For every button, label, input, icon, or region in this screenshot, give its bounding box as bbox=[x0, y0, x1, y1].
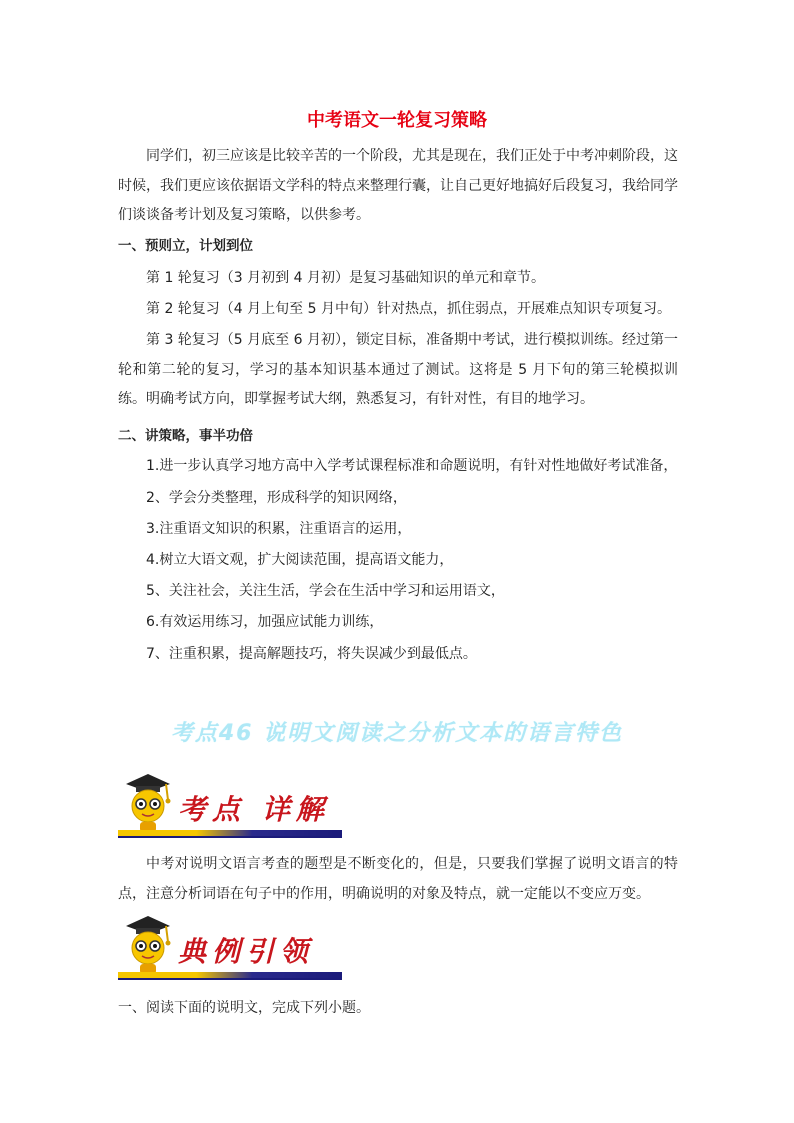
strategy-item: 2、学会分类整理，形成科学的知识网络， bbox=[146, 490, 407, 506]
banner-title: 典例引领 bbox=[178, 935, 315, 968]
scholar-mascot-icon bbox=[118, 770, 178, 834]
strategy-item: 1.进一步认真学习地方高中入学考试课程标准和命题说明，有针对性地做好考试准备， bbox=[146, 458, 678, 474]
round2-text: 第 2 轮复习（4 月上旬至 5 月中旬）针对热点，抓住弱点，开展难点知识专项复习。 bbox=[146, 301, 671, 317]
doc-title: 中考语文一轮复习策略 bbox=[307, 110, 487, 131]
round1-text: 第 1 轮复习（3 月初到 4 月初）是复习基础知识的单元和章节。 bbox=[146, 270, 545, 286]
scholar-mascot-icon bbox=[118, 912, 178, 976]
kaodian-title: 考点46 说明文阅读之分析文本的语言特色 bbox=[170, 721, 624, 746]
strategy-item: 5、关注社会，关注生活，学会在生活中学习和运用语文， bbox=[146, 583, 505, 599]
task-instruction: 一、阅读下面的说明文，完成下列小题。 bbox=[118, 1000, 370, 1016]
detail-paragraph: 中考对说明文语言考查的题型是不断变化的，但是，只要我们掌握了说明文语言的特点，注意分析词语在句子中的作用，明确说明的对象及特点，就一定能以不变应万变。 bbox=[118, 856, 678, 902]
banner-kaodian-xiangjie bbox=[118, 770, 348, 842]
round3-paragraph: 第 3 轮复习（5 月底至 6 月初），锁定目标，准备期中考试，进行模拟训练。经过第一轮和第二轮的复习，学习的基本知识基本通过了测试。这将是 5 月下旬的第三轮模拟训练。明确考试方向，即掌握考试大纲，熟悉复习，有针对性，有目的地学习。 bbox=[118, 332, 678, 407]
banner-title: 考点 详解 bbox=[178, 793, 330, 826]
strategy-item: 4.树立大语文观，扩大阅读范围，提高语文能力， bbox=[146, 552, 454, 568]
banner-bar-underline bbox=[118, 836, 342, 838]
intro-paragraph: 同学们，初三应该是比较辛苦的一个阶段，尤其是现在，我们正处于中考冲刺阶段，这时候，我们更应该依据语文学科的特点来整理行囊，让自己更好地搞好后段复习，我给同学们谈谈备考计划及复习策略，以供参考。 bbox=[118, 148, 678, 223]
banner-bar-underline bbox=[118, 978, 342, 980]
banner-dianli-yinling bbox=[118, 912, 348, 984]
strategy-item: 7、注重积累，提高解题技巧，将失误减少到最低点。 bbox=[146, 646, 477, 662]
section1-heading: 一、预则立，计划到位 bbox=[118, 238, 253, 254]
strategy-item: 3.注重语文知识的积累，注重语言的运用， bbox=[146, 521, 412, 537]
section2-heading: 二、讲策略，事半功倍 bbox=[118, 428, 253, 444]
strategy-item: 6.有效运用练习，加强应试能力训练， bbox=[146, 614, 384, 630]
